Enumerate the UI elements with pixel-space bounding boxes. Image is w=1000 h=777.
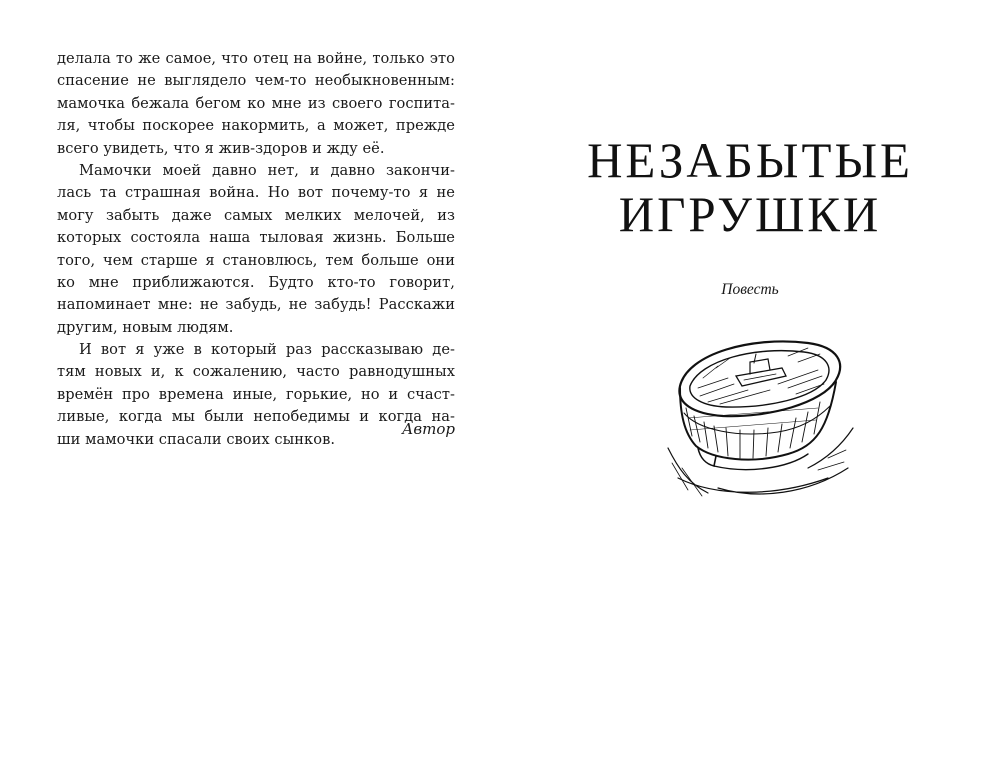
text-line: всего увидеть, что я жив-здоров и жду её. [57,139,385,157]
author-signature: Автор [402,420,455,438]
text-line: И вот я уже в который раз рассказываю де- [79,341,455,359]
text-line: Мамочки моей давно нет, и давно закончи- [79,161,455,179]
text-line: делала то же самое, что отец на войне, только это [57,50,455,67]
text-line: тям новых и, к сожалению, часто равнодушных [57,363,455,381]
title-line-1: НЕЗАБЫТЫЕ [587,132,913,188]
text-line: того, чем старше я становлюсь, тем больше они [57,251,455,269]
text-line: времён про времена иные, горькие, но и счаст- [57,385,455,403]
basin-sketch-icon [658,318,858,508]
text-line: другим, новым людям. [57,318,234,336]
text-line: ко мне приближаются. Будто кто-то говорит, [57,273,455,291]
body-text [57,48,455,451]
book-title [500,133,1000,241]
text-line: ливые, когда мы были непобедимы и когда на- [57,408,455,426]
text-line: лась та страшная война. Но вот почему-то я не [57,184,455,202]
text-line: ши мамочки спасали своих сынков. [57,430,336,448]
text-line: которых состояла наша тыловая жизнь. Больше [57,229,455,247]
right-page [500,0,1000,777]
text-line: напоминает мне: не забудь, не забудь! Расскажи [57,296,455,314]
title-line-2: ИГРУШКИ [618,186,882,242]
genre-subtitle: Повесть [721,281,779,298]
text-line: спасение не выглядело чем-то необыкновенным: [57,72,455,90]
text-line: ля, чтобы поскорее накормить, а может, прежде [57,117,455,135]
text-line: мамочка бежала бегом ко мне из своего госпита- [57,94,455,112]
basin-illustration [658,318,858,508]
text-line: могу забыть даже самых мелких мелочей, из [57,206,455,224]
